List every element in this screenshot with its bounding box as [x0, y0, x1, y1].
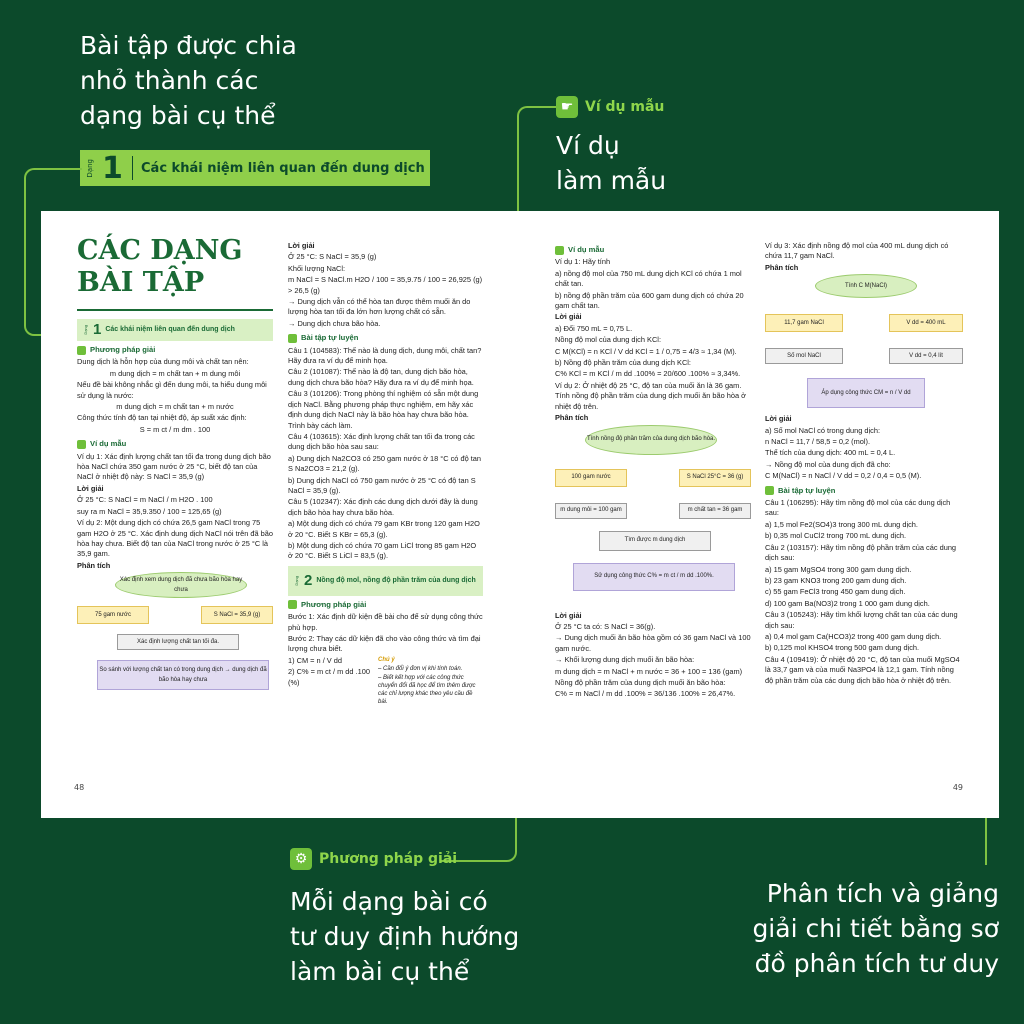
question: a) 1,5 mol Fe2(SO4)3 trong 300 mL dung dịch. [765, 519, 918, 529]
dang1-header [77, 319, 273, 341]
text: Dung dịch là hỗn hợp của dung môi và chất tan nên: [77, 357, 249, 367]
title-rule [77, 309, 273, 311]
heading-text: Ví dụ mẫu [568, 245, 605, 254]
question: a) 0,4 mol gam Ca(HCO3)2 trong 400 gam dung dịch. [765, 631, 942, 641]
text: → Dung dịch vẫn có thể hòa tan được thêm muối ăn do lượng hòa tan tối đa lớn hơn lượng chất có sẵn. [288, 297, 471, 317]
text: a) nồng độ mol của 750 mL dung dịch KCl có chứa 1 mol chất tan. [555, 268, 742, 289]
callout-line: tư duy định hướng [290, 922, 520, 951]
question: Câu 4 (109419): Ở nhiệt độ 20 °C, độ tan của muối MgSO4 là 33,7 gam và của muối Na3PO4 là 12,1 gam. Tính nồng độ phần trăm của các dung dịch bão hòa ở nhiệt độ trên. [765, 654, 960, 685]
callout-line: Bài tập được chia [80, 31, 297, 60]
flow-node: S NaCl 25°C = 36 (g) [679, 469, 751, 487]
text: b) Nồng độ phần trăm của dung dịch KCl: [555, 358, 691, 368]
example-heading [77, 439, 273, 449]
callout-line: Ví dụ [556, 131, 620, 160]
text: Ví dụ 2: Ở nhiệt độ 25 °C, độ tan của muối ăn là 36 gam. Tính nồng độ phần trăm của dung dịch muối ăn bão hòa ở nhiệt độ trên. [555, 380, 746, 411]
callout-method-title: Phương pháp giải [319, 851, 458, 867]
step: Bước 1: Xác định dữ kiện đề bài cho để sử dụng công thức phù hợp. [288, 612, 483, 632]
dang-number: 1 [102, 150, 123, 186]
text: Ví dụ 1: Xác định lượng chất tan tối đa trong dung dịch bão hòa NaCl chứa 350 gam nước ở 25 °C, biết độ tan của NaCl ở nhiệt độ này: S NaCl = 35,9 (g) [77, 451, 271, 482]
formula: 1) CM = n / V dd [288, 655, 343, 665]
dang-prefix: Dạng [83, 325, 88, 335]
solution-label: Lời giải [765, 414, 792, 424]
text: Thể tích của dung dịch: 400 mL = 0,4 L. [765, 448, 896, 458]
callout-analysis [733, 876, 999, 981]
main-title-line: CÁC DẠNG [77, 235, 243, 266]
heading-text: Phương pháp giải [90, 345, 156, 354]
text: Khối lượng NaCl: [288, 263, 346, 273]
formula: C% KCl = m KCl / m dd .100% = 20/600 .100% ≈ 3,34%. [555, 369, 741, 379]
dang-separator [132, 156, 133, 180]
callout-method-heading [290, 848, 457, 870]
question: a) 15 gam MgSO4 trong 300 gam dung dịch. [765, 564, 912, 574]
formula: C M(KCl) = n KCl / V dd KCl = 1 / 0,75 = 4/3 ≈ 1,34 (M). [555, 346, 737, 356]
question: Câu 5 (102347): Xác định các dung dịch dưới đây là dung dịch bão hòa hay chưa bão hòa. [288, 497, 478, 517]
column-1 [77, 315, 273, 702]
question: d) 100 gam Ba(NO3)2 trong 1 000 gam dung dịch. [765, 598, 930, 608]
page-number-right: 49 [952, 783, 963, 792]
text: Công thức tính độ tan tại nhiệt độ, áp suất xác định: [77, 413, 247, 423]
gear-icon [77, 346, 86, 355]
text: Nồng độ mol của dung dịch KCl: [555, 335, 661, 345]
question: b) 0,35 mol CuCl2 trong 700 mL dung dịch. [765, 531, 907, 541]
text: Nếu đề bài không nhắc gì đến dung môi, ta hiểu dung môi sử dụng là nước: [77, 380, 267, 400]
dang-title: Nồng độ mol, nồng độ phần trăm của dung dịch [316, 576, 476, 584]
text: a) Số mol NaCl có trong dung dịch: [765, 425, 881, 435]
flow-node: m dung môi = 100 gam [555, 503, 627, 519]
formula: n NaCl = 11,7 / 58,5 = 0,2 (mol). [765, 437, 871, 447]
solution-label: Lời giải [288, 241, 315, 250]
question: Câu 3 (105243): Hãy tìm khối lượng chất tan của các dung dịch sau: [765, 610, 958, 630]
question: Câu 2 (103157): Hãy tìm nồng độ phần trăm của các dung dịch sau: [765, 542, 957, 563]
method-heading [288, 600, 483, 610]
flowchart-1 [77, 572, 273, 702]
formula: 2) C% = m ct / m dd .100 (%) [288, 667, 370, 687]
text: Ví dụ 2: Một dung dịch có chứa 26,5 gam NaCl trong 75 gam H2O ở 25 °C. Xác định dung dịch NaCl nói trên đã bão hòa hay chưa. Biết độ tan của NaCl trong nước ở 25 °C là 35,9 gam. [77, 518, 273, 559]
analysis-label: Phân tích [555, 413, 589, 423]
solution-label: Lời giải [555, 610, 582, 620]
flow-node: Số mol NaCl [765, 348, 843, 364]
flow-node: V dd = 400 mL [889, 314, 963, 332]
note-box [378, 656, 483, 707]
callout-example-heading [556, 96, 664, 118]
flow-node: S NaCl = 35,9 (g) [201, 606, 273, 624]
callout-line: giải chi tiết bằng sơ [752, 914, 999, 943]
flow-node: Sử dụng công thức C% = m ct / m dd .100%. [573, 563, 735, 591]
formulas [288, 656, 378, 707]
text: suy ra m NaCl = 35,9.350 / 100 = 125,65 (g) [77, 506, 222, 516]
book-spread [41, 211, 999, 818]
text: → Nồng độ mol của dung dịch đã cho: [765, 459, 891, 469]
dang-prefix: Dạng [86, 158, 94, 178]
formula-note-row [288, 656, 483, 707]
method-heading [77, 345, 273, 355]
solution-label: Lời giải [77, 483, 104, 493]
callout-line: Mỗi dạng bài có [290, 887, 488, 916]
practice-heading [288, 333, 483, 343]
heading-text: Phương pháp giải [301, 599, 367, 609]
flow-node: 11,7 gam NaCl [765, 314, 843, 332]
note-line: – Cần đổi ý đơn vị khi tính toán. [378, 665, 463, 672]
question: a) Dung dịch Na2CO3 có 250 gam nước ở 18 °C có độ tan S Na2CO3 = 21,2 (g). [288, 453, 482, 474]
callout-line: nhỏ thành các [80, 66, 259, 95]
flowchart-2 [555, 425, 753, 611]
pencil-icon [288, 334, 297, 343]
flow-node: So sánh với lượng chất tan có trong dung dịch → dung dịch đã bão hòa hay chưa [97, 660, 269, 690]
question: c) 55 gam FeCl3 trong 450 gam dung dịch. [765, 587, 906, 597]
flow-node: 75 gam nước [77, 606, 149, 624]
callout-line: làm bài cụ thể [290, 957, 470, 986]
text: Ví dụ 3: Xác định nồng độ mol của 400 mL dung dịch có chứa 11,7 gam NaCl. [765, 241, 949, 261]
formula: m dung dịch = m chất tan + m nước [116, 402, 234, 412]
thumbs-up-icon [77, 440, 86, 449]
callout-example [556, 128, 666, 198]
gear-icon [288, 600, 297, 609]
flow-node: Áp dụng công thức CM = n / V dd [807, 378, 925, 408]
text: Ở 25 °C: S NaCl = m NaCl / m H2O . 100 [77, 495, 213, 505]
question: Câu 4 (103615): Xác định lượng chất tan tối đa trong các dung dịch bão hòa sau sau: [288, 431, 475, 452]
flowchart-3 [765, 274, 963, 414]
question: b) 0,125 mol KHSO4 trong 500 gam dung dịch. [765, 643, 920, 653]
example-heading [555, 245, 753, 255]
analysis-label: Phân tích [77, 560, 111, 570]
text: → Dung dịch muối ăn bão hòa gồm có 36 gam NaCl và 100 gam nước. [555, 633, 751, 653]
thumbs-up-icon: ☛ [556, 96, 578, 118]
solution-label: Lời giải [555, 312, 582, 322]
main-title [77, 235, 242, 299]
formula: m dung dịch = m NaCl + m nước = 36 + 100 = 136 (gam) [555, 666, 743, 676]
formula: S = m ct / m dm . 100 [139, 424, 211, 434]
question: Câu 2 (101087): Thế nào là độ tan, dung dịch bão hòa, dung dịch chưa bão hòa? Hãy đưa ra ví dụ để minh họa. [288, 367, 474, 387]
question: Câu 1 (104583): Thế nào là dung dịch, dung môi, chất tan? Hãy đưa ra ví dụ để minh họa. [288, 345, 482, 366]
formula: C% = m NaCl / m dd .100% = 36/136 .100% = 26,47%. [555, 689, 736, 699]
question: Câu 1 (106295): Hãy tìm nồng độ mol của các dung dịch sau: [765, 498, 951, 518]
text: Ở 25 °C: S NaCl = 35,9 (g) [288, 252, 377, 262]
callout-method [290, 884, 519, 989]
column-4 [765, 241, 963, 687]
flow-node: Tính nồng độ phần trăm của dung dịch bão hòa. [585, 425, 717, 455]
text: Ở 25 °C ta có: S NaCl = 36(g). [555, 621, 656, 631]
page-number-left: 48 [74, 783, 85, 792]
question: a) Một dung dịch có chứa 79 gam KBr trong 120 gam H2O ở 20 °C. Biết S KBr = 65,3 (g). [288, 519, 480, 539]
flow-node: 100 gam nước [555, 469, 627, 487]
gear-icon: ⚙ [290, 848, 312, 870]
flow-node: Xác định lượng chất tan tối đa. [117, 634, 239, 650]
flow-node: V dd = 0,4 lít [889, 348, 963, 364]
step: Bước 2: Thay các dữ kiện đã cho vào công thức và tìm đại lượng chưa biết. [288, 634, 481, 654]
callout-example-title: Ví dụ mẫu [585, 99, 665, 115]
callout-line: dạng bài cụ thể [80, 101, 276, 130]
heading-text: Bài tập tự luyện [301, 333, 359, 343]
callout-topic-split [80, 28, 297, 133]
dang2-header [288, 566, 483, 596]
dang-prefix: Dạng [294, 576, 299, 586]
note-line: – Biết kết hợp với các công thức chuyển đổi đã học để tìm thêm được các chỉ lượng khác theo yêu cầu đề bài. [378, 674, 476, 705]
main-title-line: BÀI TẬP [77, 267, 205, 298]
text: Nồng độ phần trăm của dung dịch muối ăn bão hòa: [555, 677, 726, 687]
column-2 [288, 241, 483, 707]
flow-node: Xác định xem dung dịch đã chưa bão hòa hay chưa [115, 572, 247, 598]
formula: m dung dịch = m chất tan + m dung môi [109, 368, 241, 378]
text: Ví dụ 1: Hãy tính [555, 257, 611, 267]
callout-line: làm mẫu [556, 166, 667, 195]
text: b) nồng độ phần trăm của 600 gam dung dịch có chứa 20 gam chất tan. [555, 290, 744, 311]
heading-text: Bài tập tự luyện [778, 485, 836, 495]
question: Câu 3 (101206): Trong phòng thí nghiệm có sẵn một dung dịch NaCl. Bằng phương pháp thực nghiệm, em hãy xác định dung dịch NaCl này là bão hòa hay chưa bão hòa. Trình bày cách làm. [288, 389, 479, 430]
callout-line: Phân tích và giảng [766, 879, 999, 908]
column-3 [555, 241, 753, 701]
flow-node: Tính C M(NaCl) [815, 274, 917, 298]
flow-node: Tìm được m dung dịch [599, 531, 711, 551]
text: a) Đổi 750 mL = 0,75 L. [555, 323, 633, 333]
dang-title: Các khái niệm liên quan đến dung dịch [141, 160, 425, 176]
dang-header-bar [80, 150, 430, 186]
formula: C M(NaCl) = n NaCl / V dd = 0,2 / 0,4 = 0,5 (M). [765, 471, 922, 481]
heading-text: Ví dụ mẫu [90, 439, 127, 449]
dang-number: 1 [93, 320, 102, 338]
analysis-label: Phân tích [765, 262, 799, 272]
text: → Khối lượng dung dịch muối ăn bão hòa: [555, 655, 695, 665]
thumbs-up-icon [555, 246, 564, 255]
formula: m NaCl = S NaCl.m H2O / 100 = 35,9.75 / 100 = 26,925 (g) > 26,5 (g) [288, 275, 483, 295]
callout-line: đồ phân tích tư duy [754, 949, 999, 978]
flow-node: m chất tan = 36 gam [679, 503, 751, 519]
question: b) 23 gam KNO3 trong 200 gam dung dịch. [765, 575, 907, 585]
question: b) Một dung dịch có chứa 70 gam LiCl trong 85 gam H2O ở 20 °C. Biết S LiCl = 83,5 (g). [288, 540, 477, 561]
pencil-icon [765, 486, 774, 495]
dang-number: 2 [304, 571, 313, 589]
practice-heading [765, 486, 963, 496]
question: b) Dung dịch NaCl có 750 gam nước ở 25 °C có độ tan S NaCl = 35,9 (g). [288, 475, 476, 495]
dang-title: Các khái niệm liên quan đến dung dịch [105, 325, 235, 333]
text: → Dung dịch chưa bão hòa. [288, 318, 381, 328]
note-title: Chú ý [378, 656, 395, 663]
